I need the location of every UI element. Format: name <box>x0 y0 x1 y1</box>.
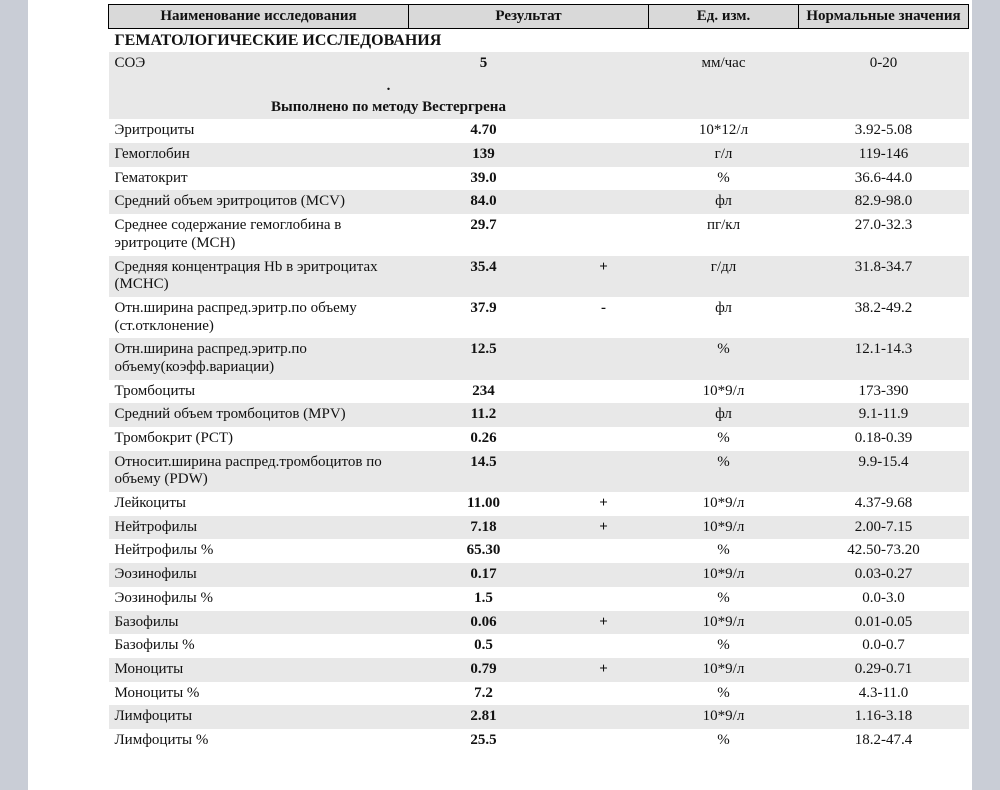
row-result: 11.2 <box>409 403 559 427</box>
table-row <box>109 167 969 191</box>
row-flag <box>559 451 649 492</box>
row-name: Нейтрофилы % <box>109 539 409 563</box>
row-norm: 3.92-5.08 <box>799 119 969 143</box>
row-name: Лимфоциты <box>109 705 409 729</box>
row-name: Нейтрофилы <box>109 516 409 540</box>
row-flag <box>559 705 649 729</box>
row-name: Тромбоциты <box>109 380 409 404</box>
row-flag: + <box>559 256 649 297</box>
row-name: Тромбокрит (PCT) <box>109 427 409 451</box>
row-name: Эозинофилы <box>109 563 409 587</box>
row-norm: 38.2-49.2 <box>799 297 969 338</box>
table-row <box>109 516 969 540</box>
row-name: Относит.ширина распред.тромбоцитов по объему (PDW) <box>109 451 409 492</box>
row-flag <box>559 190 649 214</box>
row-name: Базофилы % <box>109 634 409 658</box>
row-norm: 36.6-44.0 <box>799 167 969 191</box>
row-unit: % <box>649 451 799 492</box>
row-flag: + <box>559 611 649 635</box>
row-norm: 42.50-73.20 <box>799 539 969 563</box>
row-result: 7.2 <box>409 682 559 706</box>
row-flag <box>559 143 649 167</box>
row-unit: фл <box>649 297 799 338</box>
row-unit: 10*9/л <box>649 380 799 404</box>
table-row <box>109 634 969 658</box>
row-name: Лимфоциты % <box>109 729 409 753</box>
row-name: Отн.ширина распред.эритр.по объему(коэфф.вариации) <box>109 338 409 379</box>
row-unit: % <box>649 634 799 658</box>
row-flag: - <box>559 297 649 338</box>
row-result: 0.79 <box>409 658 559 682</box>
table-header-row <box>109 5 969 29</box>
row-result: 11.00 <box>409 492 559 516</box>
table-row <box>109 539 969 563</box>
row-norm: 18.2-47.4 <box>799 729 969 753</box>
row-norm: 4.37-9.68 <box>799 492 969 516</box>
row-name: Лейкоциты <box>109 492 409 516</box>
table-row <box>109 682 969 706</box>
row-result: 0.17 <box>409 563 559 587</box>
row-norm: 9.9-15.4 <box>799 451 969 492</box>
table-row <box>109 380 969 404</box>
row-result: 4.70 <box>409 119 559 143</box>
table-row <box>109 563 969 587</box>
row-unit: % <box>649 427 799 451</box>
esr-note-cell <box>109 76 649 120</box>
row-flag <box>559 729 649 753</box>
row-flag <box>559 427 649 451</box>
table-header <box>109 5 969 29</box>
row-name: Базофилы <box>109 611 409 635</box>
row-norm: 0.01-0.05 <box>799 611 969 635</box>
row-unit: 10*9/л <box>649 705 799 729</box>
table-row <box>109 256 969 297</box>
row-flag <box>559 380 649 404</box>
row-norm: 9.1-11.9 <box>799 403 969 427</box>
row-norm: 0.0-3.0 <box>799 587 969 611</box>
row-name: Средний объем эритроцитов (MCV) <box>109 190 409 214</box>
column-header-unit: Ед. изм. <box>649 5 799 29</box>
esr-note-dot: . <box>386 77 391 94</box>
row-unit: г/дл <box>649 256 799 297</box>
row-norm: 0-20 <box>799 52 969 76</box>
table-row <box>109 658 969 682</box>
row-result: 5 <box>409 52 559 76</box>
row-result: 139 <box>409 143 559 167</box>
table-row <box>109 729 969 753</box>
esr-note-norm-pad <box>799 76 969 120</box>
row-result: 25.5 <box>409 729 559 753</box>
table-row <box>109 492 969 516</box>
table-row <box>109 427 969 451</box>
row-name: Гематокрит <box>109 167 409 191</box>
row-flag <box>559 167 649 191</box>
table-row-note <box>109 76 969 120</box>
row-result: 14.5 <box>409 451 559 492</box>
table-row <box>109 338 969 379</box>
row-norm: 2.00-7.15 <box>799 516 969 540</box>
row-result: 35.4 <box>409 256 559 297</box>
table-row <box>109 119 969 143</box>
lab-report <box>108 4 968 753</box>
row-unit: 10*9/л <box>649 611 799 635</box>
row-unit: % <box>649 167 799 191</box>
row-flag: + <box>559 516 649 540</box>
row-unit: мм/час <box>649 52 799 76</box>
row-result: 2.81 <box>409 705 559 729</box>
table-row <box>109 143 969 167</box>
lab-results-table <box>108 4 969 753</box>
row-result: 39.0 <box>409 167 559 191</box>
row-unit: % <box>649 729 799 753</box>
row-result: 84.0 <box>409 190 559 214</box>
row-result: 234 <box>409 380 559 404</box>
row-norm: 12.1-14.3 <box>799 338 969 379</box>
table-row <box>109 587 969 611</box>
row-unit: 10*9/л <box>649 563 799 587</box>
row-name: Среднее содержание гемоглобина в эритроците (MCH) <box>109 214 409 255</box>
row-result: 0.26 <box>409 427 559 451</box>
row-result: 37.9 <box>409 297 559 338</box>
row-flag <box>559 563 649 587</box>
table-row <box>109 214 969 255</box>
column-header-name: Наименование исследования <box>109 5 409 29</box>
row-flag <box>559 682 649 706</box>
row-name: Гемоглобин <box>109 143 409 167</box>
row-result: 29.7 <box>409 214 559 255</box>
row-unit: 10*9/л <box>649 492 799 516</box>
table-row <box>109 403 969 427</box>
row-flag <box>559 214 649 255</box>
row-norm: 0.03-0.27 <box>799 563 969 587</box>
row-norm: 0.18-0.39 <box>799 427 969 451</box>
row-flag <box>559 52 649 76</box>
row-norm: 119-146 <box>799 143 969 167</box>
row-name: СОЭ <box>109 52 409 76</box>
row-flag: + <box>559 658 649 682</box>
row-flag: + <box>559 492 649 516</box>
row-name: Отн.ширина распред.эритр.по объему (ст.отклонение) <box>109 297 409 338</box>
row-flag <box>559 539 649 563</box>
row-norm: 27.0-32.3 <box>799 214 969 255</box>
row-flag <box>559 119 649 143</box>
row-unit: % <box>649 539 799 563</box>
column-header-norm: Нормальные значения <box>799 5 969 29</box>
row-norm: 173-390 <box>799 380 969 404</box>
row-unit: % <box>649 338 799 379</box>
table-body-rows <box>109 119 969 752</box>
row-norm: 0.29-0.71 <box>799 658 969 682</box>
row-unit: % <box>649 682 799 706</box>
document-page <box>28 0 972 790</box>
row-unit: % <box>649 587 799 611</box>
row-unit: 10*12/л <box>649 119 799 143</box>
row-unit: пг/кл <box>649 214 799 255</box>
row-flag <box>559 403 649 427</box>
table-body <box>109 29 969 120</box>
row-name: Средняя концентрация Hb в эритроцитах (MCHC) <box>109 256 409 297</box>
row-name: Моноциты % <box>109 682 409 706</box>
row-norm: 82.9-98.0 <box>799 190 969 214</box>
table-row <box>109 190 969 214</box>
table-row <box>109 52 969 76</box>
section-title: ГЕМАТОЛОГИЧЕСКИЕ ИССЛЕДОВАНИЯ <box>109 29 969 53</box>
row-name: Средний объем тромбоцитов (MPV) <box>109 403 409 427</box>
row-unit: 10*9/л <box>649 658 799 682</box>
row-result: 0.5 <box>409 634 559 658</box>
column-header-result: Результат <box>409 5 649 29</box>
esr-note-unit-pad <box>649 76 799 120</box>
row-norm: 31.8-34.7 <box>799 256 969 297</box>
row-unit: 10*9/л <box>649 516 799 540</box>
row-result: 0.06 <box>409 611 559 635</box>
row-name: Моноциты <box>109 658 409 682</box>
row-norm: 0.0-0.7 <box>799 634 969 658</box>
esr-note-text: Выполнено по методу Вестергрена <box>271 98 506 115</box>
row-unit: фл <box>649 190 799 214</box>
table-row <box>109 611 969 635</box>
row-result: 1.5 <box>409 587 559 611</box>
row-unit: фл <box>649 403 799 427</box>
row-unit: г/л <box>649 143 799 167</box>
table-row <box>109 451 969 492</box>
row-result: 7.18 <box>409 516 559 540</box>
row-result: 12.5 <box>409 338 559 379</box>
row-name: Эозинофилы % <box>109 587 409 611</box>
table-row <box>109 297 969 338</box>
section-title-row <box>109 29 969 53</box>
row-norm: 4.3-11.0 <box>799 682 969 706</box>
row-flag <box>559 587 649 611</box>
table-row <box>109 705 969 729</box>
row-result: 65.30 <box>409 539 559 563</box>
row-flag <box>559 338 649 379</box>
row-name: Эритроциты <box>109 119 409 143</box>
row-flag <box>559 634 649 658</box>
row-norm: 1.16-3.18 <box>799 705 969 729</box>
